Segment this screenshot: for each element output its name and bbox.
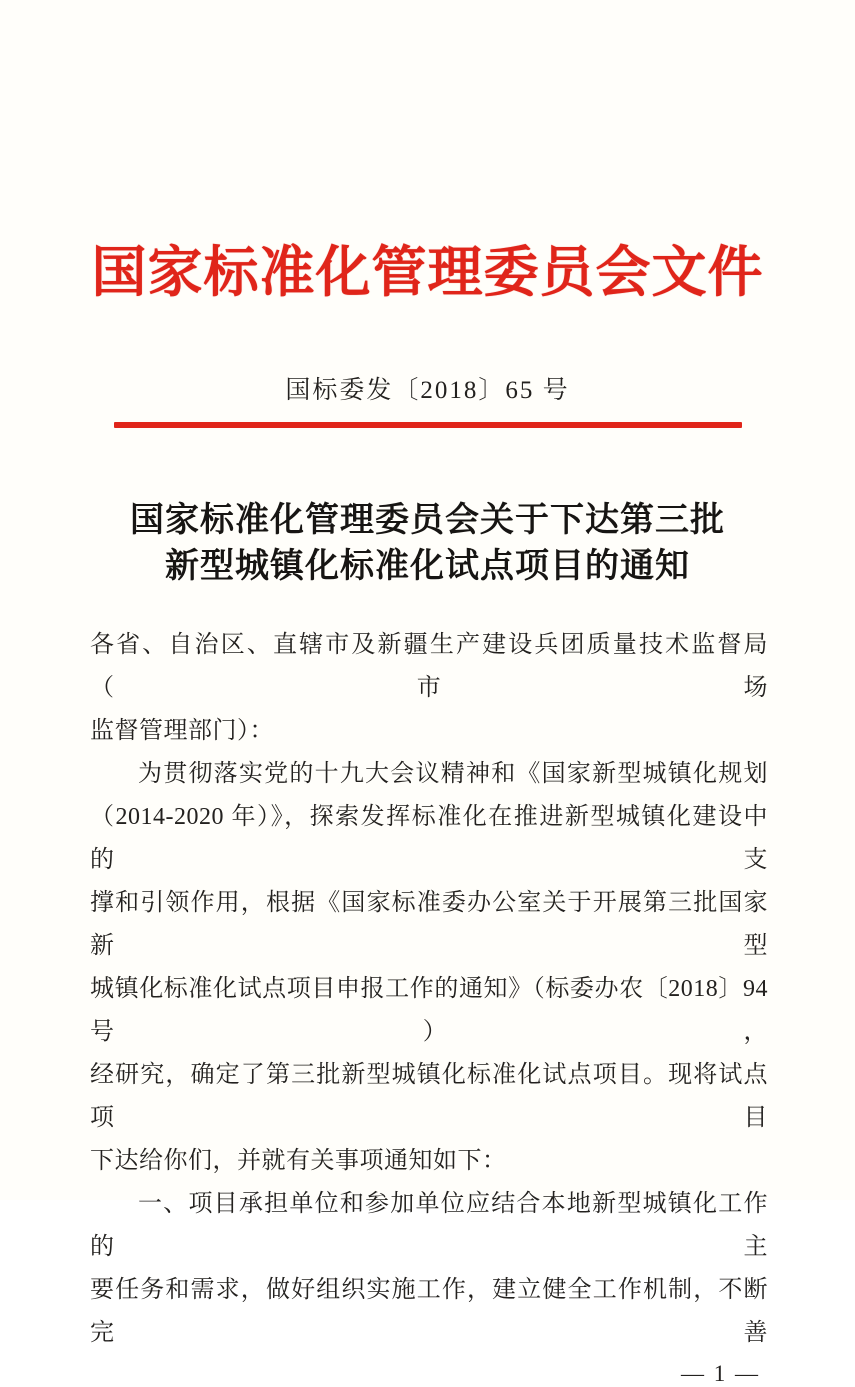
body-line: 一、项目承担单位和参加单位应结合本地新型城镇化工作的主 xyxy=(90,1191,768,1260)
document-title-line-1: 国家标准化管理委员会关于下达第三批 xyxy=(130,502,725,539)
document-body xyxy=(0,624,855,1355)
document-title-line-2: 新型城镇化标准化试点项目的通知 xyxy=(165,548,690,585)
body-line: 各省、自治区、直辖市及新疆生产建设兵团质量技术监督局（市场 xyxy=(90,632,768,701)
agency-header-title: 国家标准化管理委员会文件 xyxy=(91,242,764,303)
body-line: 撑和引领作用，根据《国家标准委办公室关于开展第三批国家新型 xyxy=(90,890,768,959)
body-line: 城镇化标准化试点项目申报工作的通知》（标委办农〔2018〕94 号）， xyxy=(90,976,768,1045)
document-title xyxy=(0,498,855,590)
red-divider-line xyxy=(114,422,742,428)
body-line: 监督管理部门）： xyxy=(90,718,274,744)
body-line: 下达给你们，并就有关事项通知如下： xyxy=(90,1148,507,1174)
body-line: 经研究，确定了第三批新型城镇化标准化试点项目。现将试点项目 xyxy=(90,1062,768,1131)
body-line: （2014-2020 年）》，探索发挥标准化在推进新型城镇化建设中的支 xyxy=(90,804,768,873)
page-number: — 1 — xyxy=(681,1361,760,1386)
body-line: 要任务和需求，做好组织实施工作，建立健全工作机制，不断完善 xyxy=(90,1277,768,1346)
document-number: 国标委发〔2018〕65 号 xyxy=(285,377,570,404)
body-line: 为贯彻落实党的十九大会议精神和《国家新型城镇化规划 xyxy=(138,761,768,787)
